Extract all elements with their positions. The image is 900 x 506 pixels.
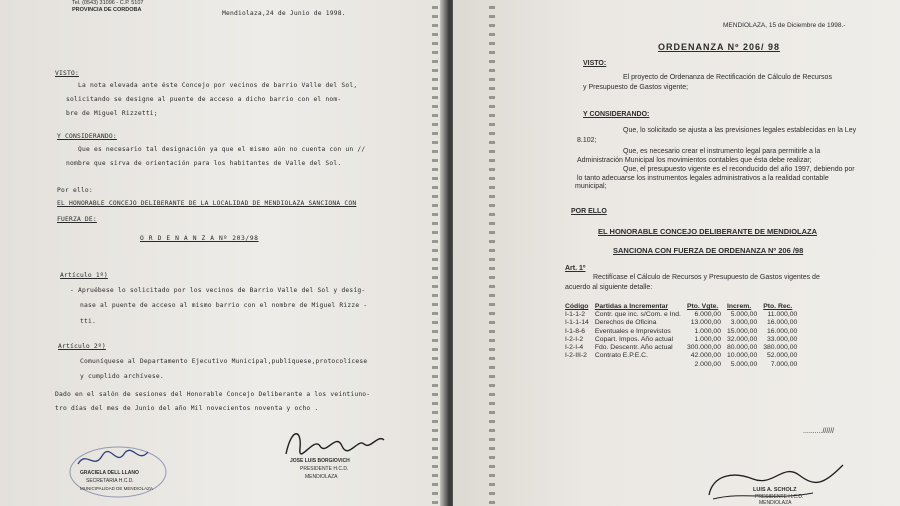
left-art2-line: Comuníquese al Departamento Ejecutivo Municipal,publíquese,protocolícese: [80, 358, 368, 365]
cell-code: I-2-I-2: [565, 335, 584, 343]
left-art1-line: tti.: [80, 318, 96, 325]
cell-pto-vgte: 1.000,00: [694, 327, 721, 335]
left-document-page: [0, 0, 447, 506]
secretary-name: GRACIELA DELL LLANO: [80, 470, 139, 476]
cell-increm: 15.000,00: [726, 327, 758, 335]
column-header-codigo: Código: [565, 303, 589, 310]
cell-increm: 5.000,00: [730, 360, 758, 368]
left-visto-label: VISTO:: [55, 70, 79, 77]
cell-pto-rec: 52.000,00: [767, 352, 798, 360]
cell-item: Fdo. Descentr. Año actual: [594, 344, 673, 352]
right-considerando-line: 8.102;: [577, 137, 597, 144]
left-ordenanza-title: O R D E N A N Z A Nº 203/98: [140, 235, 259, 242]
cell-pto-rec: 16.000,00: [767, 327, 798, 335]
secretary-place: MUNICIPALIDAD DE MENDIOLAZA: [80, 486, 153, 491]
column-header-pto-rec: Pto. Rec.: [763, 303, 793, 310]
cell-pto-vgte: 13.000,00: [690, 319, 721, 327]
left-art1-line: - Apruébese lo solicitado por los vecinos de Barrio Valle del Sol y desíg-: [70, 287, 366, 294]
right-por-ello: POR ELLO: [571, 208, 607, 215]
left-considerando-line: Que es necesario tal designación ya que el mismo aún no cuenta con un //: [78, 146, 366, 153]
right-considerando-line: Que, lo solicitado se ajusta a las previsiones legales establecidas en la Ley: [623, 127, 857, 134]
right-dots: ..........//////: [803, 428, 835, 435]
right-art1-label: Art. 1º: [565, 265, 586, 272]
scholz-role: PRESIDENTE H.C.D.: [755, 494, 804, 500]
right-visto-label: VISTO:: [583, 60, 607, 67]
cell-increm: 10.000,00: [726, 352, 758, 360]
right-visto-line: El proyecto de Ordenanza de Rectificación de Cálculo de Recursos: [623, 74, 832, 81]
left-art1-label: Artículo 1º): [60, 272, 108, 279]
right-considerando-line: Que, es necesario crear el instrumento legal para permitirle a la: [623, 148, 821, 155]
scholz-name: LUIS A. SCHOLZ: [753, 487, 797, 493]
table-row: [565, 311, 803, 319]
president-place: MENDIOLAZA: [305, 474, 338, 480]
cell-item: Derechos de Oficina: [594, 319, 657, 327]
left-concejo-line: EL HONORABLE CONCEJO DELIBERANTE DE LA LOCALIDAD DE MENDIOLAZA SANCIONA CON: [57, 200, 357, 207]
left-visto-line: La nota elevada ante éste Concejo por vecinos de barrio Valle del Sol,: [78, 82, 358, 89]
left-art1-line: nase al puente de acceso al mismo barrio con el nombre de Miguel Rizze -: [80, 302, 368, 309]
left-considerando-label: Y CONSIDERANDO:: [57, 133, 117, 140]
cell-pto-rec: 380.000,00: [763, 344, 798, 352]
column-header-pto-vgte: Pto. Vgte.: [686, 303, 719, 310]
cell-code: I-2-III-2: [565, 352, 587, 360]
column-header-increm: Increm.: [726, 303, 752, 310]
cell-pto-rec: 7.000,00: [770, 360, 798, 368]
right-considerando-label: Y CONSIDERANDO:: [583, 111, 650, 118]
left-fuerza: FUERZA DE:: [57, 216, 97, 223]
binding-holes: [489, 0, 495, 506]
cell-pto-rec: 33.000,00: [767, 335, 798, 343]
right-considerando-line: lo tanto adecuarse los instrumentos legales administrativos a la realidad contable: [577, 175, 829, 182]
cell-pto-vgte: 6.000,00: [694, 311, 721, 318]
right-art1-line: acuerdo al siguiente detalle:: [565, 284, 653, 291]
cell-item: Copart. Impos. Año actual: [594, 335, 674, 343]
right-art1-line: Rectifícase el Cálculo de Recursos y Presupuesto de Gastos vigentes de: [593, 274, 820, 281]
right-visto-line: y Presupuesto de Gastos vigente;: [583, 84, 689, 91]
cell-item: Eventuales e Imprevistos: [594, 327, 671, 335]
right-considerando-line: Administración Municipal los movimientos contables que ésta debe realizar;: [577, 157, 812, 164]
cell-code: [565, 361, 595, 369]
left-date: Mendiolaza,24 de Junio de 1998.: [222, 10, 346, 17]
right-ordenanza-title: ORDENANZA Nº 206/ 98: [658, 42, 780, 52]
cell-increm: 5.000,00: [730, 311, 758, 318]
table-row: [565, 319, 803, 327]
header-phone: Tel. (0543) 31096 - C.P. 5107: [72, 0, 144, 6]
left-closing-line: Dado en el salón de sesiones del Honorable Concejo Deliberante a los veintiuno-: [55, 391, 371, 398]
left-considerando-line: nombre que sirva de orientación para los habitantes de Valle del Sol.: [66, 160, 342, 167]
cell-increm: 3.000,00: [730, 319, 758, 327]
left-visto-line: bre de Miguel Rizzetti;: [66, 110, 158, 117]
cell-code: I-1-1-2: [565, 311, 586, 318]
right-considerando-line: Que, el presupuesto vigente es el reconducido del año 1997, debiendo por: [623, 166, 855, 173]
binding-holes: [432, 0, 438, 506]
table-row: [565, 336, 803, 344]
left-art2-label: Artículo 2º): [58, 343, 106, 350]
right-date: MENDIOLAZA, 15 de Diciembre de 1998.-: [723, 22, 846, 29]
left-por-ello: Por ello:: [57, 187, 93, 194]
cell-increm: 80.000,00: [726, 344, 758, 352]
right-sanciona: SANCIONA CON FUERZA DE ORDENANZA Nº 206 /98: [613, 246, 804, 255]
cell-pto-vgte: 300.000,00: [686, 344, 721, 352]
cell-item: Contr. que inc. s/Com. e Ind.: [594, 311, 681, 318]
table-row: [565, 344, 803, 352]
cell-pto-vgte: 42.000,00: [690, 352, 721, 360]
budget-table: [565, 302, 803, 369]
budget-table-header: [565, 302, 803, 311]
president-name: JOSE LUIS BORGIOVICH: [290, 458, 350, 464]
left-closing-line: tro días del mes de Junio del año Mil novecientos noventa y ocho .: [55, 405, 319, 412]
cell-code: I-2-I-4: [565, 344, 584, 352]
table-row: [565, 328, 803, 336]
cell-item: [595, 361, 687, 369]
cell-code: I-1-1-14: [565, 319, 589, 327]
table-row: [565, 361, 803, 369]
header-province: PROVINCIA DE CORDOBA: [72, 7, 142, 13]
president-role: PRESIDENTE H.C.D.: [300, 466, 349, 472]
column-header-partidas: Partidas a Incrementar: [594, 303, 669, 310]
right-considerando-line: municipal;: [575, 183, 607, 190]
cell-code: I-1-8-6: [565, 327, 586, 335]
secretary-role: SECRETARIA H.C.D.: [86, 478, 134, 484]
cell-pto-rec: 11.000,00: [767, 311, 798, 318]
right-concejo: EL HONORABLE CONCEJO DELIBERANTE DE MENDIOLAZA: [598, 227, 818, 236]
table-row: [565, 352, 803, 360]
cell-item: Contrato E.P.E.C.: [594, 352, 648, 360]
cell-pto-rec: 16.000,00: [767, 319, 798, 327]
left-visto-line: solicitando se designe al puente de acceso a dicho barrio con el nom-: [66, 96, 342, 103]
cell-increm: 32.000,00: [726, 335, 758, 343]
left-art2-line: y cumplido archívese.: [80, 373, 164, 380]
cell-pto-vgte: 1.000,00: [694, 335, 721, 343]
right-document-page: [453, 0, 900, 506]
scholz-place: MENDIOLAZA: [759, 500, 792, 506]
cell-pto-vgte: 2.000,00: [694, 360, 721, 368]
